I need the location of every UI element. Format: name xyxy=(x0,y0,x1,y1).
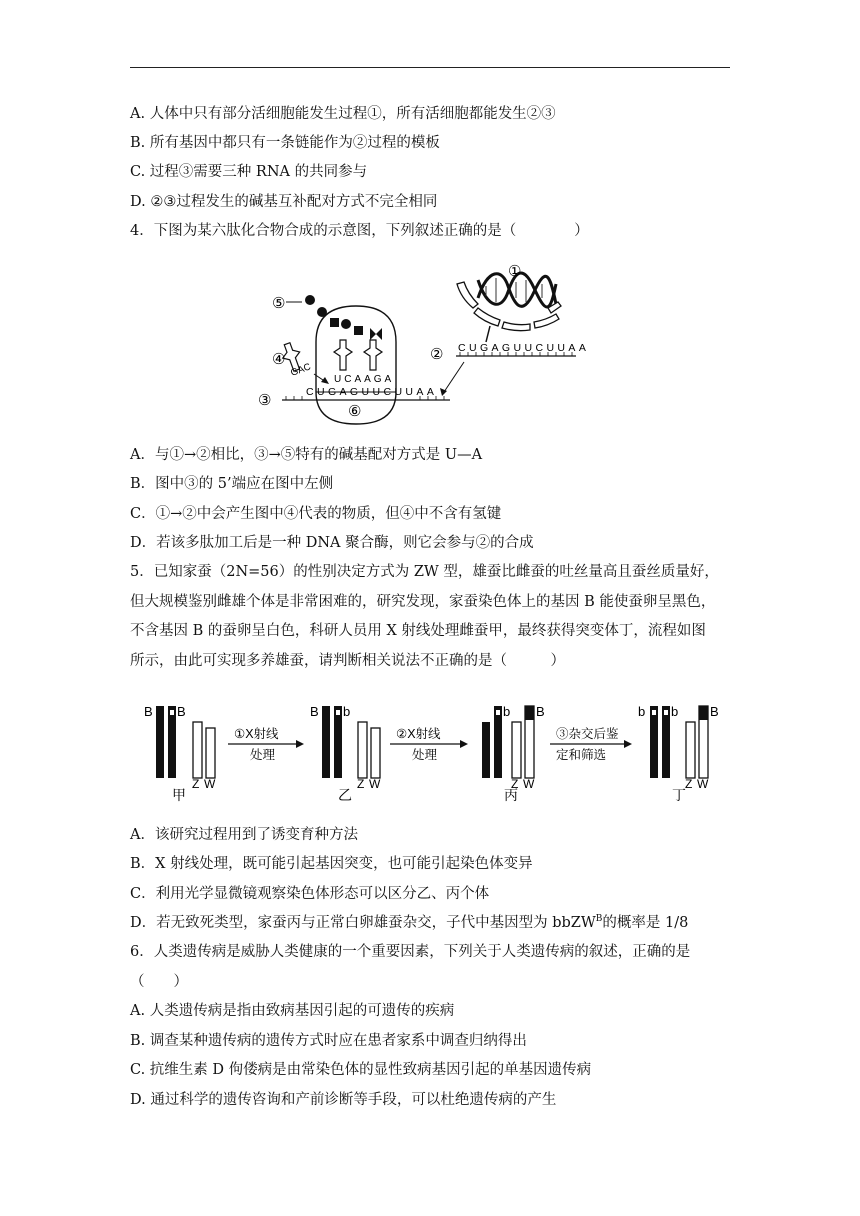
q5-option-d xyxy=(130,913,688,933)
q5-option-a: A．该研究过程用到了诱变育种方法 xyxy=(130,827,358,843)
step-2-line-1: ②X射线 xyxy=(396,727,441,741)
step-2-line-2: 处理 xyxy=(412,748,438,762)
mrna-right-sequence: CUGAGUUCUUAA xyxy=(458,342,590,354)
q4-option-c: C．①→②中会产生图中④代表的物质，但④中不含有氢键 xyxy=(130,506,502,522)
q5-option-c: C．利用光学显微镜观察染色体形态可以区分乙、丙个体 xyxy=(130,886,490,902)
bing-z: Z xyxy=(511,777,519,791)
ding-w: W xyxy=(697,777,709,791)
trna-in-ribosome xyxy=(334,340,382,370)
stage-jia-label: 甲 xyxy=(172,787,186,803)
q4-option-b: B．图中③的 5’端应在图中左侧 xyxy=(130,476,334,492)
q5-silkworm-figure xyxy=(138,696,728,808)
bing-gene-b: b xyxy=(503,704,511,719)
q5-stem-line-1: 5．已知家蚕（2N=56）的性别决定方式为 ZW 型，雄蚕比雌蚕的吐丝量高且蚕丝质量好， xyxy=(130,564,719,580)
q3-option-b: B. 所有基因中都只有一条链能作为②过程的模板 xyxy=(130,135,440,151)
q5-stem-line-2: 但大规模鉴别雌雄个体是非常困难的，研究发现，家蚕染色体上的基因 B 能使蚕卵呈黑色， xyxy=(130,594,716,610)
q4-translation-figure xyxy=(250,258,590,428)
label-circle-5: ⑤ xyxy=(272,294,286,312)
q6-stem-cont: （ ） xyxy=(130,974,188,990)
jia-gene-b-right: B xyxy=(177,704,186,719)
q5-option-d-text: D．若无致死类型，家蚕丙与正常白卵雄蚕杂交，子代中基因型为 bbZW xyxy=(130,915,596,931)
q5-stem-line-3: 不含基因 B 的蚕卵呈白色，科研人员用 X 射线处理雌蚕甲，最终获得突变体丁，流程如图 xyxy=(130,623,706,639)
step-3-line-1: ③杂交后鉴 xyxy=(556,727,619,741)
q4-option-a: A．与①→②相比，③→⑤特有的碱基配对方式是 U—A xyxy=(130,447,483,463)
q6-option-a: A. 人类遗传病是指由致病基因引起的可遗传的疾病 xyxy=(130,1003,455,1019)
yi-w: W xyxy=(369,777,381,791)
yi-gene-b-upper: B xyxy=(310,704,319,719)
header-rule xyxy=(130,67,730,68)
ding-z: Z xyxy=(685,777,693,791)
q4-option-d: D．若该多肽加工后是一种 DNA 聚合酶，则它会参与②的合成 xyxy=(130,535,534,551)
q6-stem: 6．人类遗传病是威胁人类健康的一个重要因素，下列关于人类遗传病的叙述，正确的是 xyxy=(130,944,691,960)
q4-stem: 4．下图为某六肽化合物合成的示意图，下列叙述正确的是（ ） xyxy=(130,223,589,239)
q3-option-a: A. 人体中只有部分活细胞能发生过程①，所有活细胞都能发生②③ xyxy=(130,106,556,122)
label-circle-3: ③ xyxy=(258,391,272,409)
yi-z: Z xyxy=(357,777,365,791)
bing-w: W xyxy=(523,777,535,791)
yi-gene-b-lower: b xyxy=(343,704,351,719)
ding-gene-b-left: b xyxy=(638,704,646,719)
q5-stem-line-4: 所示，由此可实现多养雄蚕，请判断相关说法不正确的是（ ） xyxy=(130,653,565,669)
step-1-line-1: ①X射线 xyxy=(234,727,279,741)
label-circle-4: ④ xyxy=(272,350,286,368)
trna-anticodon: GAC xyxy=(289,361,313,379)
jia-z: Z xyxy=(192,777,200,791)
q6-option-d: D. 通过科学的遗传咨询和产前诊断等手段，可以杜绝遗传病的产生 xyxy=(130,1092,557,1108)
q3-option-c: C. 过程③需要三种 RNA 的共同参与 xyxy=(130,164,368,180)
q6-option-b: B. 调查某种遗传病的遗传方式时应在患者家系中调查归纳得出 xyxy=(130,1033,527,1049)
q5-option-d-tail: 的概率是 1/8 xyxy=(602,915,689,931)
stage-ding-label: 丁 xyxy=(672,787,686,803)
q5-option-b: B．X 射线处理，既可能引起基因突变，也可能引起染色体变异 xyxy=(130,856,533,872)
label-circle-6: ⑥ xyxy=(348,402,362,420)
stage-ding-chromosomes xyxy=(650,706,708,778)
label-circle-1: ① xyxy=(508,262,522,280)
step-3-line-2: 定和筛选 xyxy=(556,748,607,762)
q5-option-d-superscript: B xyxy=(595,914,603,925)
stage-bing-label: 丙 xyxy=(504,787,518,803)
ding-gene-b-right: b xyxy=(671,704,679,719)
stage-yi-label: 乙 xyxy=(338,787,352,803)
q6-option-c: C. 抗维生素 D 佝偻病是由常染色体的显性致病基因引起的单基因遗传病 xyxy=(130,1062,592,1078)
ding-gene-b-upper: B xyxy=(710,704,719,719)
jia-w: W xyxy=(204,777,216,791)
step-1-line-2: 处理 xyxy=(250,748,276,762)
anticodon-sequence: UCAAGA xyxy=(334,374,395,385)
mrna-bottom-sequence: CUGAGUUCUUAA xyxy=(306,386,438,398)
jia-gene-b-left: B xyxy=(144,704,153,719)
q3-option-d: D. ②③过程发生的碱基互补配对方式不完全相同 xyxy=(130,194,438,210)
bing-gene-b-upper: B xyxy=(536,704,545,719)
stage-yi-chromosomes xyxy=(322,706,380,778)
label-circle-2: ② xyxy=(430,345,444,363)
